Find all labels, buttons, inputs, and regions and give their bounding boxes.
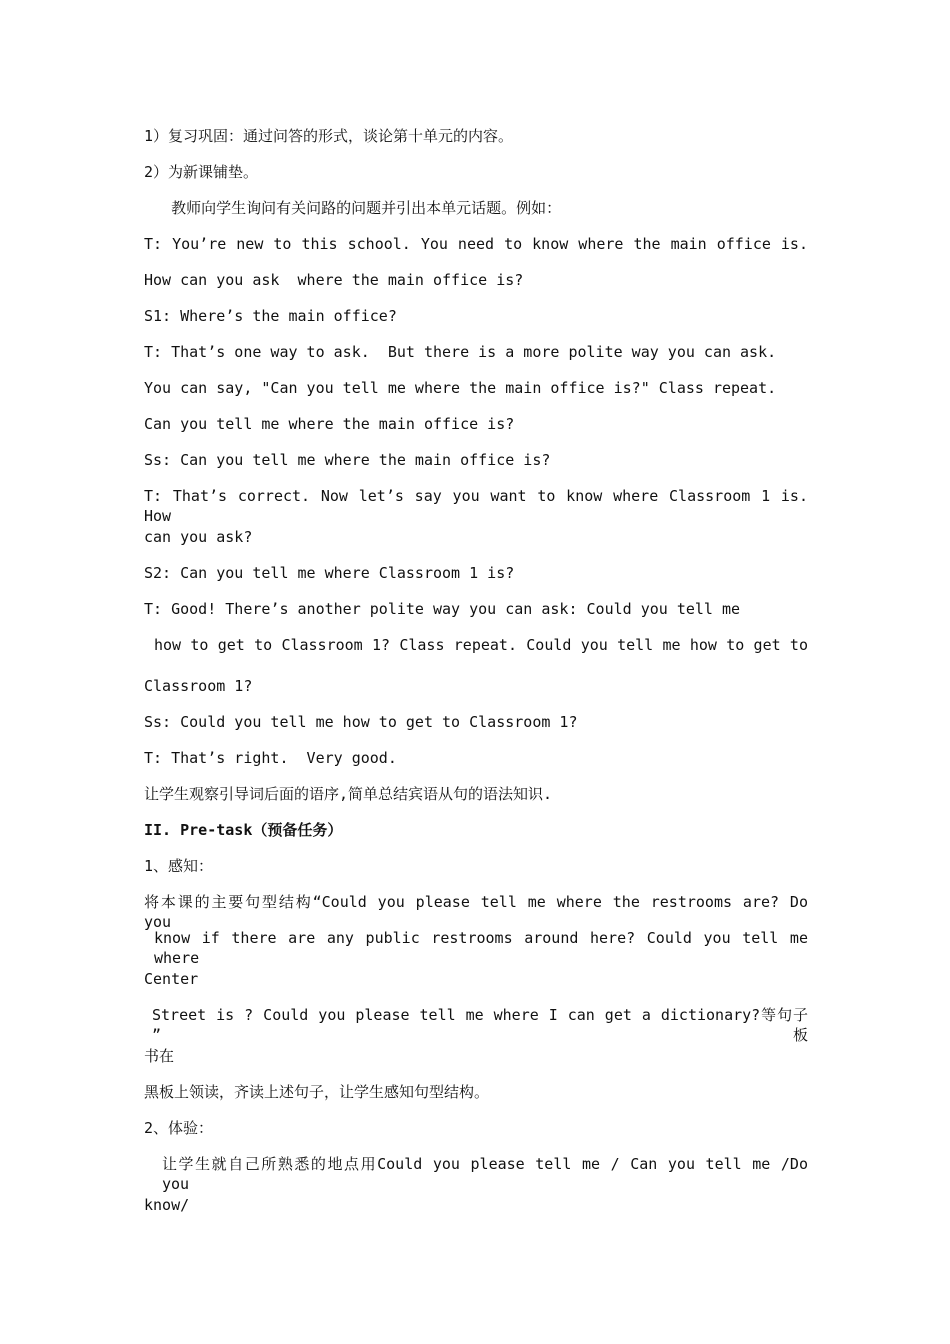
text-line: 2、体验： (144, 1119, 214, 1137)
text-line: 黑板上领读，齐读上述句子，让学生感知句型结构。 (144, 1083, 490, 1101)
text-line: T: That’s one way to ask. But there is a more polite way you can ask. (144, 343, 777, 361)
text-line: T: You’re new to this school. You need to know where the main office is. (144, 235, 808, 253)
text-line: S2: Can you tell me where Classroom 1 is? (144, 564, 515, 582)
text-line: 教师向学生询问有关问路的问题并引出本单元话题。例如： (144, 199, 562, 217)
text-line: Ss: Could you tell me how to get to Classroom 1? (144, 713, 578, 731)
text-line: Center (144, 970, 199, 988)
text-line: 1、感知： (144, 857, 214, 875)
text-line: 2）为新课铺垫。 (144, 163, 259, 181)
text-line: You can say, "Can you tell me where the main office is?" Class repeat. (144, 379, 777, 397)
text-line: 1）复习巩固：通过问答的形式，谈论第十单元的内容。 (144, 127, 514, 145)
text-line: how to get to Classroom 1? Class repeat. Could you tell me how to get to (154, 636, 808, 654)
text-line: T: Good! There’s another polite way you can ask: Could you tell me (144, 600, 741, 618)
text-line: 让学生就自己所熟悉的地点用Could you please tell me / Can you tell me /Do you (162, 1155, 808, 1193)
text-line: 让学生观察引导词后面的语序,简单总结宾语从句的语法知识. (144, 785, 553, 803)
text-line: T: That’s right. Very good. (144, 749, 397, 767)
text-line: How can you ask where the main office is? (144, 271, 524, 289)
text-line: 书在 (144, 1047, 175, 1065)
text-line: S1: Where’s the main office? (144, 307, 397, 325)
text-line: can you ask? (144, 528, 253, 546)
text-line: Classroom 1? (144, 677, 253, 695)
text-line: Can you tell me where the main office is? (144, 415, 515, 433)
text-line: know/ (144, 1196, 190, 1214)
text-line: 将本课的主要句型结构“Could you please tell me where the restrooms are? Do you (144, 893, 808, 931)
text-line: Ss: Can you tell me where the main office is? (144, 451, 551, 469)
section-heading: II. Pre-task（预备任务） (144, 821, 343, 839)
text-line: know if there are any public restrooms around here? Could you tell me where (154, 929, 808, 967)
text-line: T: That’s correct. Now let’s say you want to know where Classroom 1 is. How (144, 487, 808, 525)
text-line: Street is ? Could you please tell me where I can get a dictionary?等句子 ”板 (152, 1006, 808, 1044)
